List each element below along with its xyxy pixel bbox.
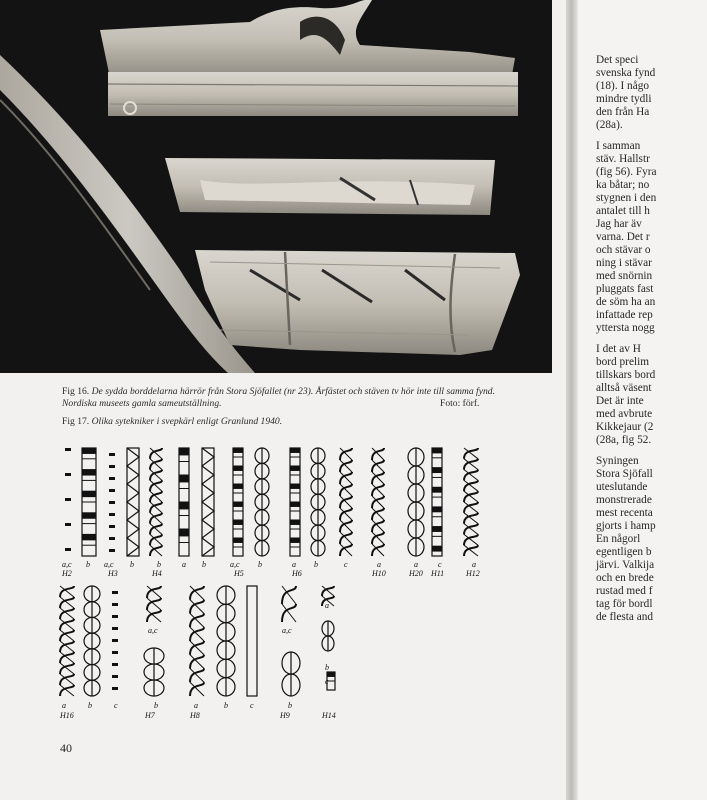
label-h7-ac: a,c [148,626,158,635]
label-h12-a: a [472,560,476,569]
right-text-line: infattade rep [596,309,653,321]
label-h6-a: a [292,560,296,569]
right-text-line: mindre tydli [596,93,652,105]
label-h6: H6 [292,569,302,578]
right-text-line: I samman [596,140,641,152]
label-h3-b: b [130,560,134,569]
right-text-line: monstrerade [596,494,652,506]
label-h7: H7 [145,711,155,720]
label-h14: H14 [322,711,336,720]
right-text-line: varna. Det r [596,231,650,243]
fig17-label: Fig 17. [62,416,90,427]
label-h16-c: c [114,701,118,710]
label-h4: H4 [152,569,162,578]
right-text-line: Det är inte [596,395,644,407]
stitch-row-bottom [60,586,335,696]
right-text-line: ning i stävar [596,257,652,269]
label-h10: H10 [372,569,386,578]
right-text-line: (28a, fig 52. [596,434,652,446]
right-text-line: de söm ha an [596,296,656,308]
book-gutter [566,0,578,800]
label-h16: H16 [60,711,74,720]
right-text-line [596,447,707,455]
fig16-caption [62,386,502,409]
label-h14-a: a [325,601,329,610]
right-text-line: pluggats fast [596,283,654,295]
boat-planks-photo [0,0,552,373]
label-h8: H8 [190,711,200,720]
right-text-line: Syningen [596,455,639,467]
right-page [578,0,707,800]
label-h8-a: a [194,701,198,710]
label-h20-a: a [414,560,418,569]
fig17-caption-text: Olika sytekniker i svepkärl enligt Granlund 1940. [91,416,283,427]
right-text-line: (18). I någo [596,80,650,92]
right-text-line: rustad med f [596,585,653,597]
label-h10-a: a [377,560,381,569]
right-text-line: Stora Sjöfall [596,468,653,480]
label-h14-c: c [325,677,329,686]
right-text-line [596,132,707,140]
label-h11-c: c [438,560,442,569]
right-text-line: och en brede [596,572,654,584]
right-text-line: Det speci [596,54,639,66]
label-h16-b: b [88,701,92,710]
stitch-techniques-drawing [52,436,502,726]
label-h3-ac: a,c [104,560,114,569]
right-text-line: En någorl [596,533,641,545]
right-text-line [596,335,707,343]
right-text-line: mest recenta [596,507,653,519]
label-h6-b: b [314,560,318,569]
label-h3: H3 [108,569,118,578]
stitch-row-top [65,448,478,556]
label-h16-a: a [62,701,66,710]
label-h2-ac: a,c [62,560,72,569]
right-text-line: och stävar o [596,244,651,256]
right-text-line: tillskars bord [596,369,656,381]
right-text-line: uteslutande [596,481,648,493]
right-text-line: stäv. Hallstr [596,153,650,165]
label-h14-b: b [325,663,329,672]
fig16-caption-text: De sydda borddelarna härrör från Stora Sjöfallet (nr 23). Årfästet och stäven tv hör inte till samma fynd. Nordiska museets gamla sameutställning. [62,386,495,409]
label-h4-b: b [157,560,161,569]
right-text-line: Jag har äv [596,218,642,230]
label-h4-b2: b [202,560,206,569]
page-number: 40 [60,741,72,755]
right-text-line: med avbrute [596,408,653,420]
right-text-line: yttersta nogg [596,322,655,334]
right-text-line: den från Ha [596,106,650,118]
right-text-line: gjorts i hamp [596,520,656,532]
label-h8-c: c [250,701,254,710]
right-text-line: bord prelim [596,356,650,368]
right-text-line: ka båtar; no [596,179,650,191]
label-h11: H11 [431,569,445,578]
right-text-line: järvi. Valkija [596,559,655,571]
label-h2-b: b [86,560,90,569]
label-h12: H12 [466,569,480,578]
right-text-line: de flesta and [596,611,654,623]
label-h8-b: b [224,701,228,710]
label-h5-b: b [258,560,262,569]
fig16-label: Fig 16. [62,386,90,397]
right-text-line: antalet till h [596,205,650,217]
label-h4-a: a [182,560,186,569]
label-h2: H2 [62,569,72,578]
right-page-text [596,54,707,624]
label-h6-c: c [344,560,348,569]
right-text-line: (28a). [596,119,623,131]
fig16-photo [0,0,552,373]
right-text-line: Kikkejaur (2 [596,421,654,433]
right-text-line: egentligen b [596,546,652,558]
fig17-stitch-diagram [52,436,502,726]
label-h7-b: b [154,701,158,710]
right-text-line: svenska fynd [596,67,656,79]
fig17-caption [62,416,502,428]
label-h9-b: b [288,701,292,710]
label-h5: H5 [234,569,244,578]
right-text-line: I det av H [596,343,641,355]
label-h5-ac: a,c [230,560,240,569]
right-text-line: med snörnin [596,270,653,282]
right-text-line: (fig 56). Fyra [596,166,657,178]
fig16-credit: Foto: förf. [440,398,480,409]
label-h9-ac: a,c [282,626,292,635]
label-h20: H20 [409,569,423,578]
right-text-line: stygnen i den [596,192,657,204]
right-text-line: alltså väsent [596,382,652,394]
label-h9: H9 [280,711,290,720]
right-text-line: tag för bordl [596,598,653,610]
